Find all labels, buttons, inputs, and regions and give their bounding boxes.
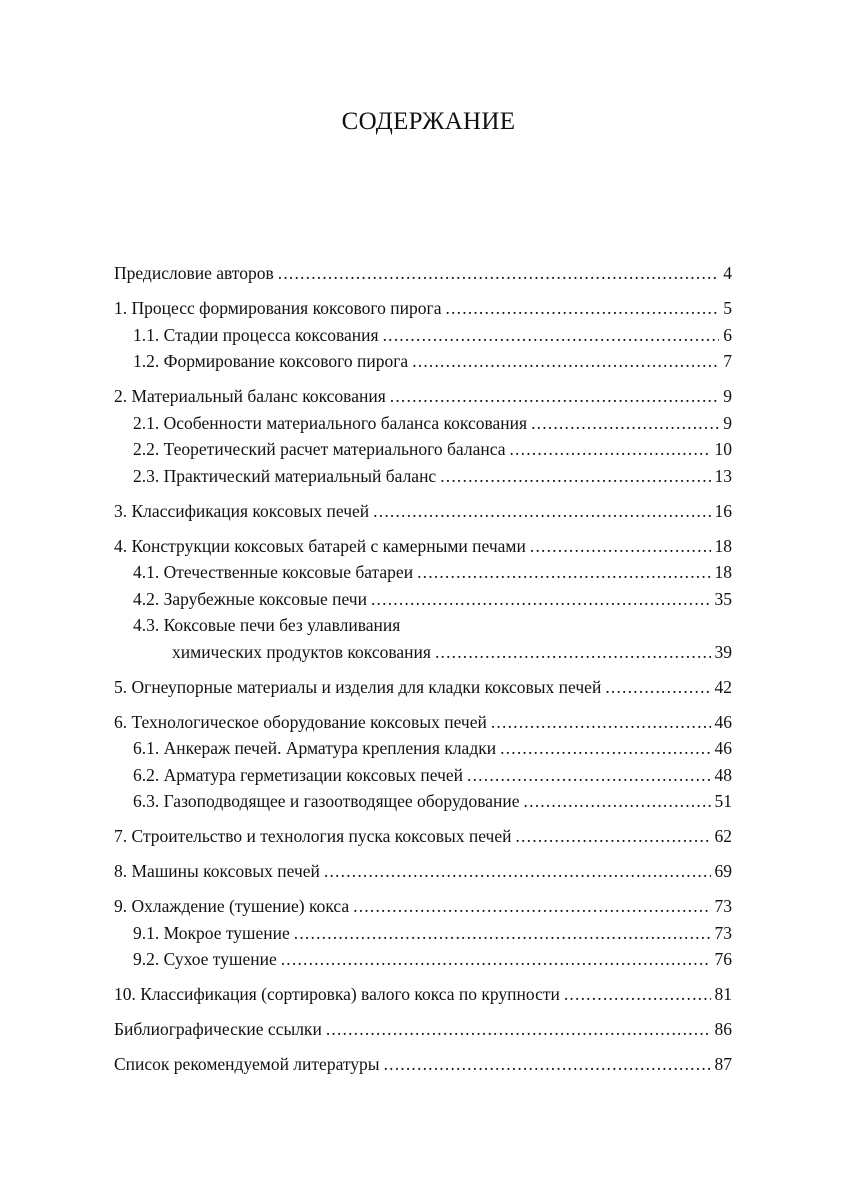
toc-entry-section-4-1 [114, 559, 732, 586]
toc-entry-text: 3. Классификация коксовых печей [114, 500, 370, 521]
toc-entry-text: Предисловие авторов [114, 263, 274, 283]
toc-page-number: 81 [714, 984, 732, 1004]
toc-page-number: 87 [714, 1054, 732, 1074]
toc-entry-chapter-4 [114, 533, 732, 560]
toc-entry-section-6-2 [114, 762, 732, 789]
toc-page-number: 4 [723, 263, 732, 283]
toc-entry-text: 2.2. Теоретический расчет материального баланса [133, 439, 506, 459]
toc-entry-text: 2.3. Практический материальный баланс [133, 465, 437, 486]
toc-entry-section-4-2 [114, 586, 732, 613]
toc-entry-chapter-2 [114, 383, 732, 410]
toc-entry-text: Библиографические ссылки [114, 1019, 322, 1039]
toc-entry-chapter-8 [114, 858, 732, 885]
toc-entry-chapter-1 [114, 295, 732, 322]
toc-page-number: 13 [714, 465, 732, 486]
dot-leader [294, 920, 711, 947]
toc-page-number: 5 [723, 298, 732, 318]
dot-leader [278, 260, 720, 287]
toc-entry-text: 4.3. Коксовые печи без улавливания [133, 615, 401, 635]
toc-entry-text: 4.1. Отечественные коксовые батареи [133, 562, 414, 582]
toc-page-number: 35 [714, 588, 732, 609]
dot-leader [281, 946, 711, 973]
toc-page-number: 42 [714, 676, 732, 697]
toc-entry-bibliography [114, 1016, 732, 1043]
toc-entry-chapter-7 [114, 823, 732, 850]
toc-entry-chapter-5 [114, 674, 732, 701]
toc-page-number: 73 [714, 922, 732, 943]
dot-leader [500, 735, 710, 762]
page-title: СОДЕРЖАНИЕ [341, 108, 516, 135]
toc-entry-text: 4. Конструкции коксовых батарей с камерными печами [114, 535, 526, 556]
toc-entry-chapter-10 [114, 981, 732, 1008]
toc-page-number: 6 [723, 324, 732, 345]
toc-entry-text: 1. Процесс формирования коксового пирога [114, 298, 442, 318]
toc-page-number: 51 [714, 791, 732, 811]
dot-leader [530, 533, 711, 560]
dot-leader [524, 788, 711, 815]
toc-page-number: 9 [723, 412, 732, 433]
toc-entry-text: 9.2. Сухое тушение [133, 949, 277, 969]
toc-entry-section-1-2 [114, 348, 732, 375]
toc-page-number: 16 [714, 500, 732, 521]
dot-leader [390, 383, 719, 410]
toc-entry-text: 10. Классификация (сортировка) валого кокса по крупности [114, 984, 560, 1004]
toc-entry-text: 6.2. Арматура герметизации коксовых печей [133, 764, 464, 785]
toc-page-number: 69 [714, 861, 732, 881]
toc-entry-section-2-2 [114, 436, 732, 463]
toc-entry-preface [114, 260, 732, 287]
toc-page-number: 46 [714, 711, 732, 732]
dot-leader [417, 559, 710, 586]
toc-page-number: 10 [714, 439, 732, 459]
dot-leader [531, 410, 719, 437]
toc-entry-section-4-3 [114, 612, 732, 639]
toc-entry-text: 4.2. Зарубежные коксовые печи [133, 588, 367, 609]
toc-page-number: 9 [723, 386, 732, 406]
toc-entry-text: 9.1. Мокрое тушение [133, 922, 290, 943]
toc-entry-section-1-1 [114, 322, 732, 349]
toc-entry-text: 5. Огнеупорные материалы и изделия для кладки коксовых печей [114, 676, 602, 697]
toc-page-number: 18 [714, 535, 732, 556]
toc-entry-section-9-2 [114, 946, 732, 973]
dot-leader [445, 295, 719, 322]
toc-entry-chapter-6 [114, 709, 732, 736]
dot-leader [353, 893, 710, 920]
dot-leader [491, 709, 711, 736]
toc-page-number: 39 [714, 641, 732, 662]
toc-entry-text: 6. Технологическое оборудование коксовых печей [114, 711, 487, 732]
toc-entry-text: 8. Машины коксовых печей [114, 861, 320, 881]
toc-entry-section-9-1 [114, 920, 732, 947]
dot-leader [324, 858, 711, 885]
toc-page-number: 73 [714, 896, 732, 916]
dot-leader [383, 322, 720, 349]
dot-leader [515, 823, 710, 850]
toc-page-number: 18 [714, 562, 732, 582]
dot-leader [509, 436, 710, 463]
dot-leader [384, 1051, 711, 1078]
toc-entry-section-2-3 [114, 463, 732, 490]
toc-entry-text: Список рекомендуемой литературы [114, 1054, 380, 1074]
dot-leader [373, 498, 710, 525]
toc-page-number: 7 [723, 351, 732, 371]
toc-entry-text: 7. Строительство и технология пуска коксовых печей [114, 826, 512, 846]
toc-entry-chapter-9 [114, 893, 732, 920]
toc-page-number: 46 [714, 738, 732, 758]
table-of-contents [114, 260, 732, 1078]
dot-leader [564, 981, 711, 1008]
dot-leader [467, 762, 710, 789]
toc-page-number: 76 [714, 949, 732, 969]
toc-entry-section-2-1 [114, 410, 732, 437]
toc-entry-text: 1.2. Формирование коксового пирога [133, 351, 409, 371]
toc-page-number: 48 [714, 764, 732, 785]
dot-leader [371, 586, 711, 613]
toc-entry-text: 6.3. Газоподводящее и газоотводящее оборудование [133, 791, 520, 811]
toc-entry-text: химических продуктов коксования [172, 641, 431, 662]
toc-page-number: 86 [714, 1019, 732, 1039]
dot-leader [435, 639, 711, 666]
dot-leader [412, 348, 719, 375]
toc-entry-text: 6.1. Анкераж печей. Арматура крепления кладки [133, 738, 497, 758]
toc-entry-text: 9. Охлаждение (тушение) кокса [114, 896, 350, 916]
toc-entry-text: 2.1. Особенности материального баланса коксования [133, 412, 528, 433]
dot-leader [326, 1016, 711, 1043]
toc-page-number: 62 [714, 826, 732, 846]
toc-entry-section-4-3-continued [114, 639, 732, 666]
toc-entry-section-6-1 [114, 735, 732, 762]
dot-leader [440, 463, 710, 490]
dot-leader [605, 674, 710, 701]
toc-entry-recommended-literature [114, 1051, 732, 1078]
toc-entry-chapter-3 [114, 498, 732, 525]
toc-entry-section-6-3 [114, 788, 732, 815]
toc-entry-text: 2. Материальный баланс коксования [114, 386, 386, 406]
toc-entry-text: 1.1. Стадии процесса коксования [133, 324, 379, 345]
